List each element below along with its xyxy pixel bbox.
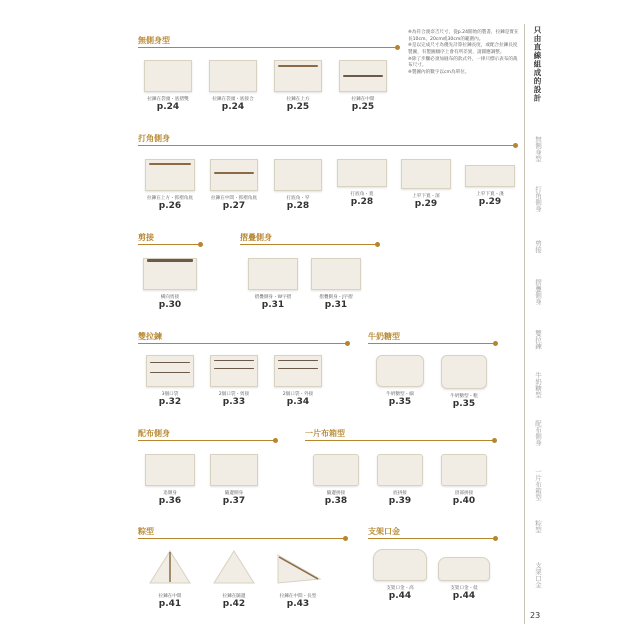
item-label: 橫向剪接 [160, 295, 180, 300]
item-page: p.43 [286, 598, 310, 609]
item-page: p.40 [452, 495, 476, 506]
item-label: 拉鍊在中間・抓褶角底 [211, 196, 257, 201]
section-rule [368, 538, 496, 539]
section-title-boxed-corner: 打角側身 [138, 134, 170, 143]
section-rule [305, 440, 495, 441]
pouch-image [145, 159, 195, 191]
section-title-tetra: 粽型 [138, 527, 154, 536]
pouch-item [268, 60, 328, 112]
pouch-image [274, 159, 322, 191]
pouch-image [274, 355, 322, 387]
pouch-image [465, 165, 515, 187]
note-2: ※是以完成尺寸為優先計算拉鍊長度，或配合拉鍊長度製圖，有製圖順序上會有所差異，請圓應調整。 [408, 43, 518, 55]
pouch-item [434, 355, 494, 409]
item-page: p.30 [158, 299, 182, 310]
section-rule [138, 440, 276, 441]
side-nav-8: 一片布箱型 [534, 468, 542, 501]
pouch-item [434, 454, 494, 506]
pouch-image [210, 355, 258, 387]
pouch-image [148, 549, 192, 585]
side-nav-6: 牛奶糖型 [534, 372, 542, 398]
pouch-image [248, 258, 298, 290]
item-page: p.41 [158, 598, 182, 609]
section-rule [138, 47, 398, 48]
side-nav-1: 無側身型 [534, 136, 542, 162]
side-nav-5: 雙拉鍊 [534, 330, 542, 350]
section-title-panel: 剪接 [138, 233, 154, 242]
item-label: 拉鍊在袋頭・底接合 [212, 97, 254, 102]
section-rule [138, 244, 201, 245]
pouch-item [460, 159, 520, 207]
item-label: 打底角・寬 [350, 192, 374, 197]
section-title-contrast-gusset: 配布側身 [138, 429, 170, 438]
item-page: p.29 [478, 196, 502, 207]
pouch-image [143, 258, 197, 290]
pouch-image [210, 159, 258, 191]
side-nav-4: 摺疊側身 [534, 279, 542, 305]
item-page: p.39 [388, 495, 412, 506]
item-page: p.44 [388, 590, 412, 601]
pouch-item [396, 159, 456, 209]
item-label: 拉鍊在上方 [286, 97, 310, 102]
note-3: ※除了步驟必須加縫布的款式外，一律只標示表布的裁布尺寸。 [408, 56, 518, 69]
item-label: 3個口袋 [161, 392, 179, 397]
item-label: 拉鍊在中間・長型 [279, 594, 317, 599]
item-label: 拉鍊在中間 [158, 594, 182, 599]
item-label: 摺疊側身・J字摺 [319, 295, 353, 300]
pouch-item [332, 159, 392, 207]
pouch-image [209, 60, 257, 92]
side-nav-10: 支架口金 [534, 562, 542, 588]
pouch-item [306, 258, 366, 310]
side-title: 只由直線組成的設計 [533, 26, 542, 103]
item-page: p.35 [388, 396, 412, 407]
pouch-image [311, 258, 361, 290]
item-label: 拉鍊在袋頭・底摺雙 [147, 97, 189, 102]
item-label: 2個口袋・剪接 [218, 392, 250, 397]
pouch-image [144, 60, 192, 92]
item-page: p.44 [452, 590, 476, 601]
item-label: 追側身 [163, 491, 177, 496]
item-label: 拉鍊在中間 [351, 97, 375, 102]
item-label: 2個口袋・外接 [282, 392, 314, 397]
section-title-frame-clasp: 支架口金 [368, 527, 400, 536]
note-1: ※為符合渡奈吉尺寸，從p.24開始的製書，拉鍊是實在長10cm、20cm或30cm的範圍內。 [408, 30, 519, 42]
item-label: 隨邊側身 [224, 491, 244, 496]
section-rule [138, 538, 346, 539]
section-title-caramel: 牛奶糖型 [368, 332, 400, 341]
pouch-image [401, 159, 451, 189]
item-label: 牛奶糖型・細 [386, 392, 414, 397]
section-rule [368, 343, 496, 344]
pouch-item [370, 355, 430, 407]
side-divider [524, 24, 525, 624]
item-page: p.35 [452, 398, 476, 409]
pouch-image [441, 454, 487, 486]
item-page: p.28 [350, 196, 374, 207]
pouch-item [434, 549, 494, 601]
item-label: 上窄下寬・深 [412, 194, 440, 199]
pouch-item [370, 549, 430, 601]
pouch-item [204, 454, 264, 506]
pouch-item [140, 454, 200, 506]
item-label: 支架口金・高 [386, 586, 414, 591]
item-label: 牛奶糖型・粗 [450, 394, 478, 399]
side-nav-7: 配布側身 [534, 420, 542, 446]
item-page: p.24 [221, 101, 245, 112]
pouch-item [140, 549, 200, 609]
pouch-image [274, 549, 322, 585]
section-rule [138, 145, 516, 146]
pouch-item [204, 159, 264, 211]
item-page: p.27 [222, 200, 246, 211]
pouch-item [268, 355, 328, 407]
item-label: 上窄下寬・淺 [476, 192, 504, 197]
pouch-item [204, 549, 264, 609]
item-label: 底拼接 [393, 491, 407, 496]
pouch-item [140, 355, 200, 407]
item-page: p.33 [222, 396, 246, 407]
side-nav-3: 剪接 [534, 240, 542, 253]
pouch-item [203, 60, 263, 112]
item-label: 拉鍊在隨邊 [222, 594, 246, 599]
item-page: p.28 [286, 200, 310, 211]
pouch-image [339, 60, 387, 92]
side-nav-9: 粽型 [534, 520, 542, 533]
section-rule [240, 244, 378, 245]
item-label: 打底角・窄 [286, 196, 310, 201]
pouch-image [377, 454, 423, 486]
item-page: p.42 [222, 598, 246, 609]
pouch-item [138, 60, 198, 112]
note-4: ※製圖內的數字以cm為單位。 [408, 69, 470, 75]
pouch-item [140, 159, 200, 211]
item-page: p.37 [222, 495, 246, 506]
pouch-item [204, 355, 264, 407]
pouch-item [268, 159, 328, 211]
pouch-image [373, 549, 427, 581]
section-title-no-gusset: 無側身型 [138, 36, 170, 45]
pouch-image [145, 454, 195, 486]
item-label: 支架口金・低 [450, 586, 478, 591]
page-number: 23 [530, 611, 541, 620]
pouch-item [268, 549, 328, 609]
item-label: 拉鍊在上方・抓褶角底 [147, 196, 193, 201]
pouch-item [306, 454, 366, 506]
pouch-image [337, 159, 387, 187]
pouch-item [243, 258, 303, 310]
section-rule [138, 343, 348, 344]
pouch-image [376, 355, 424, 387]
item-page: p.26 [158, 200, 182, 211]
notes-block [408, 30, 520, 77]
pouch-image [210, 454, 258, 486]
section-title-folded-gusset: 摺疊側身 [240, 233, 272, 242]
pouch-item [140, 258, 200, 310]
item-page: p.31 [261, 299, 285, 310]
item-page: p.29 [414, 198, 438, 209]
pouch-item [333, 60, 393, 112]
item-page: p.38 [324, 495, 348, 506]
pouch-image [438, 557, 490, 581]
item-page: p.34 [286, 396, 310, 407]
item-label: 頂部拼接 [454, 491, 474, 496]
item-label: 摺疊側身・W字摺 [254, 295, 292, 300]
item-page: p.25 [286, 101, 310, 112]
pouch-image [313, 454, 359, 486]
item-page: p.31 [324, 299, 348, 310]
item-page: p.32 [158, 396, 182, 407]
item-page: p.24 [156, 101, 180, 112]
pouch-item [370, 454, 430, 506]
item-page: p.36 [158, 495, 182, 506]
item-page: p.25 [351, 101, 375, 112]
item-label: 隨邊拼接 [326, 491, 346, 496]
section-title-double-zip: 雙拉鍊 [138, 332, 162, 341]
side-nav-2: 打角側身 [534, 186, 542, 212]
section-title-one-piece-box: 一片布箱型 [305, 429, 345, 438]
pouch-image [212, 549, 256, 585]
pouch-image [146, 355, 194, 387]
pouch-image [441, 355, 487, 389]
pouch-image [274, 60, 322, 92]
